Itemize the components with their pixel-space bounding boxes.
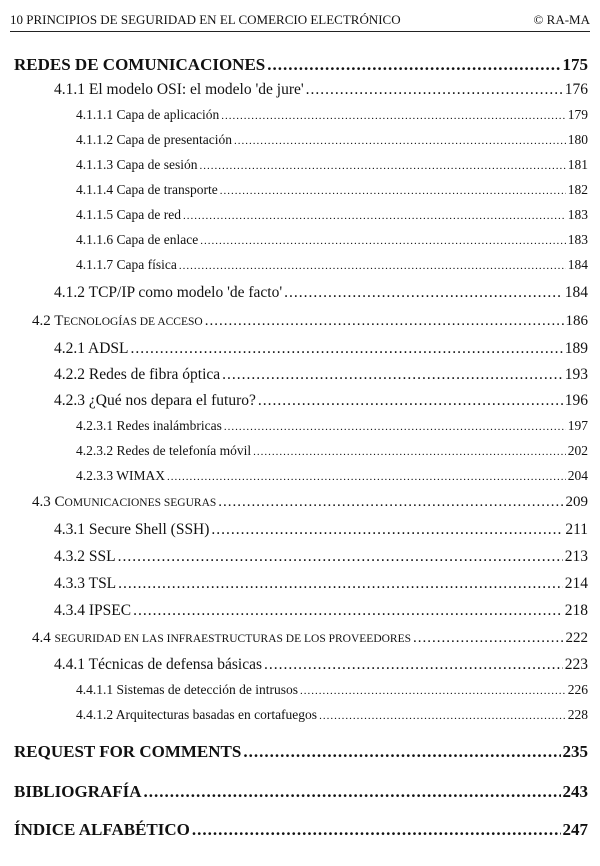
toc-title: BIBLIOGRAFÍA bbox=[14, 782, 142, 801]
toc-section-comunicaciones bbox=[32, 494, 588, 511]
toc-leader bbox=[284, 284, 563, 302]
toc-entry bbox=[76, 207, 588, 223]
toc-page: 182 bbox=[567, 182, 588, 197]
toc-entry bbox=[76, 443, 588, 459]
toc-page: 186 bbox=[565, 313, 588, 329]
toc-chapter-bibliografia bbox=[14, 782, 588, 802]
toc-page: 247 bbox=[562, 820, 588, 839]
toc-leader bbox=[234, 135, 566, 147]
toc-title: 4.2.3 ¿Qué nos depara el futuro? bbox=[54, 392, 256, 409]
toc-leader bbox=[218, 494, 563, 511]
toc-page: 235 bbox=[562, 742, 588, 761]
toc-leader bbox=[264, 656, 563, 674]
toc-title: 4.4.1.1 Sistemas de detección de intrusos bbox=[76, 682, 298, 697]
toc-leader bbox=[300, 685, 566, 697]
toc-leader bbox=[221, 110, 566, 122]
toc-page: 223 bbox=[564, 656, 588, 673]
toc-entry bbox=[76, 232, 588, 248]
toc-page: 184 bbox=[564, 284, 588, 301]
toc-leader bbox=[253, 446, 566, 458]
toc-title: 4.3.2 SSL bbox=[54, 548, 116, 565]
toc-title: 4.3.3 TSL bbox=[54, 575, 117, 592]
toc-page: 204 bbox=[567, 468, 588, 483]
toc-page: 226 bbox=[567, 682, 588, 697]
toc-leader bbox=[205, 313, 564, 330]
toc-entry bbox=[76, 107, 588, 123]
toc-entry bbox=[54, 366, 588, 384]
toc-page: 193 bbox=[564, 366, 588, 383]
toc-page: 214 bbox=[564, 575, 588, 592]
toc-page: 243 bbox=[562, 782, 588, 801]
toc-entry bbox=[76, 682, 588, 698]
toc-leader bbox=[133, 602, 563, 620]
toc-page: 183 bbox=[567, 207, 588, 222]
toc-leader bbox=[243, 742, 560, 762]
toc-leader bbox=[199, 160, 565, 172]
header-publisher: © RA-MA bbox=[533, 12, 590, 27]
toc-leader bbox=[144, 782, 561, 802]
toc-entry bbox=[54, 548, 588, 566]
toc-leader bbox=[167, 471, 566, 483]
toc-title: 4.1.1.6 Capa de enlace bbox=[76, 232, 199, 247]
toc-page: 209 bbox=[565, 494, 588, 510]
toc-title: 4.1.1.3 Capa de sesión bbox=[76, 157, 198, 172]
toc-entry bbox=[76, 182, 588, 198]
toc-leader bbox=[211, 521, 563, 539]
toc-entry bbox=[54, 521, 588, 539]
toc-section-seguridad bbox=[32, 630, 588, 647]
toc-page: 181 bbox=[567, 157, 588, 172]
toc-leader bbox=[258, 392, 563, 410]
toc-page: 183 bbox=[567, 232, 588, 247]
toc-page: 176 bbox=[564, 81, 588, 98]
toc-entry bbox=[76, 418, 588, 434]
toc-title: 4.1.1.4 Capa de transporte bbox=[76, 182, 218, 197]
toc-title: 4.2.2 Redes de fibra óptica bbox=[54, 366, 221, 383]
toc-chapter-redes bbox=[14, 55, 588, 75]
header-title: 10 PRINCIPIOS DE SEGURIDAD EN EL COMERCIO ELECTRÓNICO bbox=[10, 12, 401, 27]
toc-leader bbox=[319, 710, 566, 722]
toc-entry bbox=[54, 575, 588, 593]
toc-title: 4.1.1.5 Capa de red bbox=[76, 207, 181, 222]
toc-entry bbox=[54, 340, 588, 358]
toc-page: 196 bbox=[564, 392, 588, 409]
toc-title: 4.4.1 Técnicas de defensa básicas bbox=[54, 656, 263, 673]
toc-leader bbox=[267, 55, 560, 75]
toc-leader bbox=[131, 340, 563, 358]
toc-chapter-rfc bbox=[14, 742, 588, 762]
toc-entry bbox=[76, 157, 588, 173]
toc-title: 4.2.3.1 Redes inalámbricas bbox=[76, 418, 222, 433]
toc-chapter-indice bbox=[14, 820, 588, 840]
toc-title: 4.3.1 Secure Shell (SSH) bbox=[54, 521, 210, 538]
toc-entry bbox=[76, 707, 588, 723]
toc-title: 4.4 SEGURIDAD EN LAS INFRAESTRUCTURAS DE LOS PROVEEDORES bbox=[32, 630, 412, 646]
toc-page: 175 bbox=[562, 55, 588, 74]
toc-title: 4.2.1 ADSL bbox=[54, 340, 129, 357]
toc-leader bbox=[192, 820, 561, 840]
toc-page: 228 bbox=[567, 707, 588, 722]
running-header bbox=[10, 6, 590, 32]
toc-title: ÍNDICE ALFABÉTICO bbox=[14, 820, 190, 839]
toc-section-tecnologias bbox=[32, 313, 588, 330]
toc-page: 189 bbox=[564, 340, 588, 357]
toc-leader bbox=[118, 575, 563, 593]
toc-title: 4.3 COMUNICACIONES SEGURAS bbox=[32, 494, 217, 510]
toc-entry bbox=[54, 81, 588, 99]
toc-page: 179 bbox=[567, 107, 588, 122]
toc-title: REDES DE COMUNICACIONES bbox=[14, 55, 266, 74]
toc-title: REQUEST FOR COMMENTS bbox=[14, 742, 242, 761]
toc-page: 180 bbox=[567, 132, 588, 147]
toc-title: 4.3.4 IPSEC bbox=[54, 602, 132, 619]
toc-leader bbox=[224, 421, 566, 433]
toc-entry bbox=[76, 257, 588, 273]
toc-page: 197 bbox=[567, 418, 588, 433]
toc-entry bbox=[54, 602, 588, 620]
toc-title: 4.1.1.2 Capa de presentación bbox=[76, 132, 232, 147]
toc-leader bbox=[179, 260, 566, 272]
toc-page: 211 bbox=[565, 521, 588, 538]
toc-title: 4.4.1.2 Arquitecturas basadas en cortafuegos bbox=[76, 707, 318, 722]
toc-title: 4.1.1 El modelo OSI: el modelo 'de jure' bbox=[54, 81, 304, 98]
toc-page: 222 bbox=[565, 630, 588, 646]
toc-page: 218 bbox=[564, 602, 588, 619]
toc-title: 4.1.1.7 Capa física bbox=[76, 257, 177, 272]
toc-leader bbox=[220, 185, 566, 197]
toc-leader bbox=[413, 630, 563, 647]
toc-title: 4.2 TECNOLOGÍAS DE ACCESO bbox=[32, 313, 203, 329]
toc-entry bbox=[54, 284, 588, 302]
toc-leader bbox=[222, 366, 563, 384]
toc-leader bbox=[200, 235, 566, 247]
toc-entry bbox=[54, 392, 588, 410]
toc-entry bbox=[76, 132, 588, 148]
toc-title: 4.1.2 TCP/IP como modelo 'de facto' bbox=[54, 284, 283, 301]
toc-leader bbox=[183, 210, 566, 222]
toc-entry bbox=[76, 468, 588, 484]
toc-page: 184 bbox=[567, 257, 588, 272]
toc-title: 4.2.3.3 WIMAX bbox=[76, 468, 165, 483]
toc-page: 202 bbox=[567, 443, 588, 458]
toc-page: 213 bbox=[564, 548, 588, 565]
toc-entry bbox=[54, 656, 588, 674]
toc-title: 4.1.1.1 Capa de aplicación bbox=[76, 107, 220, 122]
toc-leader bbox=[118, 548, 563, 566]
toc-leader bbox=[306, 81, 563, 99]
toc-title: 4.2.3.2 Redes de telefonía móvil bbox=[76, 443, 252, 458]
